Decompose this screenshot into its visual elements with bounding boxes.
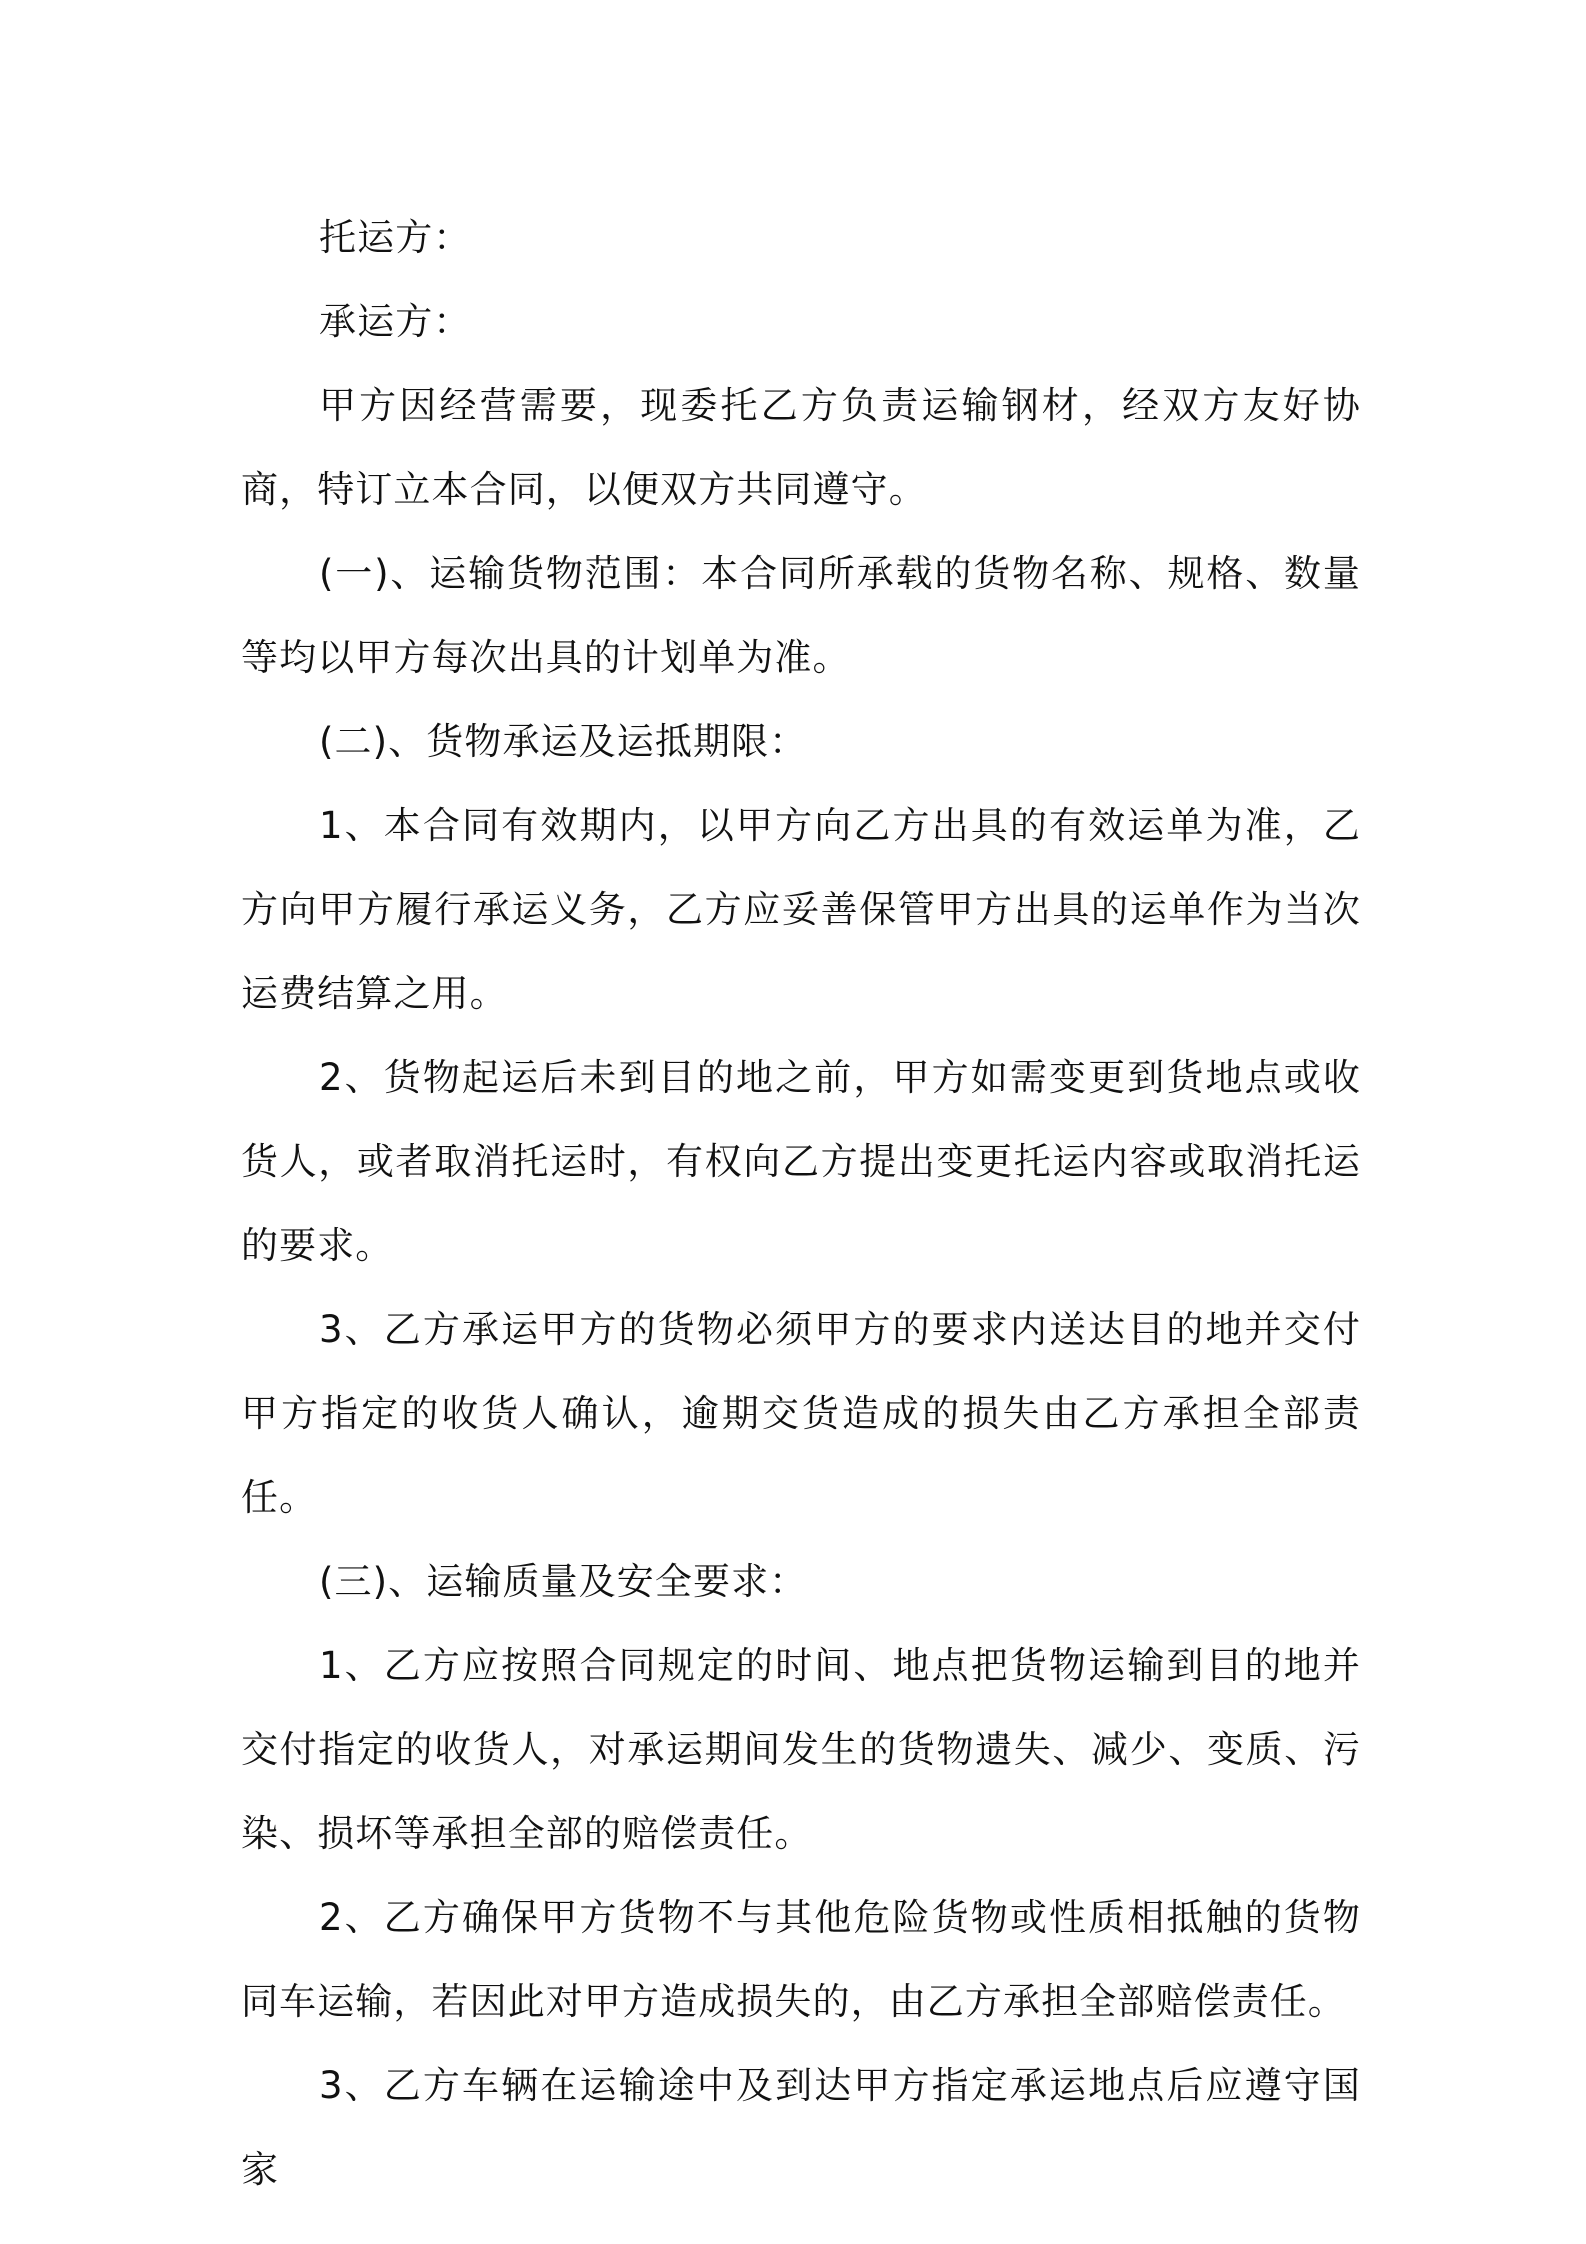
section-2-heading: (二)、货物承运及运抵期限： <box>319 720 808 763</box>
consignor-line: 托运方： <box>319 216 472 259</box>
preamble-paragraph: 甲方因经营需要，现委托乙方负责运输钢材，经双方友好协商，特订立本合同，以便双方共同遵守。 <box>241 384 1361 511</box>
section-2-clause-1: 1、本合同有效期内，以甲方向乙方出具的有效运单为准，乙方向甲方履行承运义务，乙方应妥善保管甲方出具的运单作为当次运费结算之用。 <box>241 804 1361 1015</box>
section-1-scope: (一)、运输货物范围：本合同所承载的货物名称、规格、数量等均以甲方每次出具的计划单为准。 <box>241 552 1361 679</box>
contract-body <box>241 196 1361 2212</box>
section-3-clause-2: 2、乙方确保甲方货物不与其他危险货物或性质相抵触的货物同车运输，若因此对甲方造成损失的，由乙方承担全部赔偿责任。 <box>241 1896 1361 2023</box>
section-2-clause-3: 3、乙方承运甲方的货物必须甲方的要求内送达目的地并交付甲方指定的收货人确认，逾期交货造成的损失由乙方承担全部责任。 <box>241 1308 1361 1519</box>
section-3-clause-1: 1、乙方应按照合同规定的时间、地点把货物运输到目的地并交付指定的收货人，对承运期间发生的货物遗失、减少、变质、污染、损坏等承担全部的赔偿责任。 <box>241 1644 1361 1855</box>
section-2-clause-2: 2、货物起运后未到目的地之前，甲方如需变更到货地点或收货人，或者取消托运时，有权向乙方提出变更托运内容或取消托运的要求。 <box>241 1056 1361 1267</box>
carrier-line: 承运方： <box>319 300 472 343</box>
section-3-clause-3: 3、乙方车辆在运输途中及到达甲方指定承运地点后应遵守国家 <box>241 2064 1361 2191</box>
section-3-heading: (三)、运输质量及安全要求： <box>319 1560 808 1603</box>
